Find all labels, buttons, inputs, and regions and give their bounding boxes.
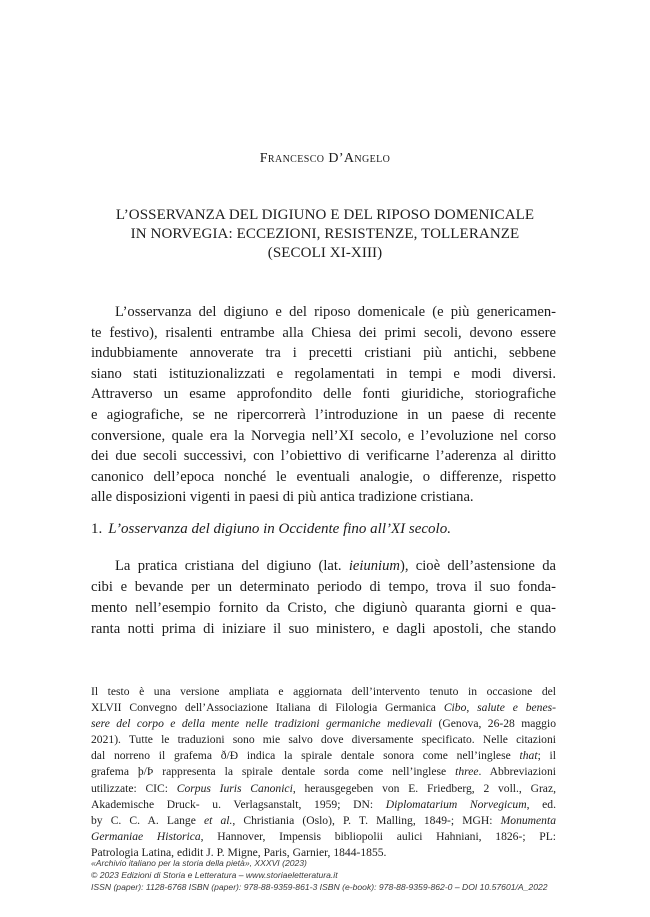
imprint-line: «Archivio italiano per la storia della pietà», XXXVI (2023) xyxy=(91,858,307,868)
example-word: that xyxy=(519,749,538,763)
body-line: ranta notti prima di iniziare il suo ministero, e dagli apostoli, che stando xyxy=(91,621,556,637)
footnote-run: XLVII Convegno dell’Associazione Italiana di Filologia Germanica xyxy=(91,701,444,715)
footnote-line xyxy=(91,781,556,797)
section-number: 1. xyxy=(91,521,103,537)
footnote-run: Akademische Druck- u. Verlagsanstalt, 1959; DN: xyxy=(91,797,386,811)
footnote-line xyxy=(91,797,556,813)
body-line xyxy=(91,556,556,577)
body-line: mento nell’esempio fornito da Cristo, che digiunò quaranta giorni e qua- xyxy=(91,600,556,616)
footnote-line xyxy=(91,700,556,716)
title-line: (SECOLI XI-XIII) xyxy=(267,245,383,261)
footnote-run: by C. C. A. Lange xyxy=(91,813,204,827)
body-text-run: ), cioè dell’astensione da xyxy=(399,558,556,574)
journal-imprint xyxy=(91,857,561,893)
article-abstract xyxy=(91,302,556,508)
title-line: IN NORVEGIA: ECCEZIONI, RESISTENZE, TOLLERANZE xyxy=(130,226,520,242)
footnote-line xyxy=(91,748,556,764)
abstract-line: dei due secoli successivi, con l’obiettivo di verificarne l’aderenza al diritto xyxy=(91,448,556,465)
footnote xyxy=(91,684,556,861)
source-title: Corpus Iuris Canonici xyxy=(176,781,293,795)
footnote-line: Patrologia Latina, edidit J. P. Migne, Paris, Garnier, 1844-1855. xyxy=(91,845,387,859)
footnote-run: , Hannover, Impensis bibliopolii aulici Hahniani, 1826-; PL: xyxy=(200,829,556,843)
footnote-line xyxy=(91,813,556,829)
body-paragraph xyxy=(91,556,556,640)
latin-term: ieiunium xyxy=(348,558,400,574)
abstract-line: canonico dell’epoca nonché le eventuali analogie, o differenze, rispetto xyxy=(91,468,556,485)
footnote-run: ; il xyxy=(537,749,557,763)
footnote-run: , Christiania (Oslo), P. T. Malling, 1849-; MGH: xyxy=(232,813,501,827)
footnote-run: (Genova, 26-28 maggio xyxy=(432,717,556,731)
article-author: Francesco D’Angelo xyxy=(259,151,391,166)
footnote-line xyxy=(91,716,556,732)
abstract-line: conversione, quale era la Norvegia nell’XI secolo, e l’evoluzione nel corso xyxy=(91,427,556,444)
et-al: et al. xyxy=(203,813,233,827)
footnote-run: grafema þ/Þ rappresenta la spirale dentale sorda come nell’inglese xyxy=(91,765,456,779)
abstract-line: L’osservanza del digiuno e del riposo domenicale (e più genericamen- xyxy=(115,304,556,320)
footnote-line: Il testo è una versione ampliata e aggiornata dell’intervento tenuto in occasione del xyxy=(91,685,556,698)
example-word: three xyxy=(455,765,479,779)
abstract-line: e agiografiche, se ne ripercorrerà l’introduzione in un paese di recente xyxy=(91,406,556,423)
source-title: Germaniae Historica xyxy=(91,829,201,843)
title-line: L’OSSERVANZA DEL DIGIUNO E DEL RIPOSO DOMENICALE xyxy=(115,207,535,223)
conference-title: Cibo, salute e benes- xyxy=(443,701,556,715)
footnote-line: 2021). Tutte le traduzioni sono mie salvo dove diversamente specificato. Nelle citazioni xyxy=(91,733,556,747)
body-line: cibi e bevande per un determinato periodo di tempo, trova il suo fonda- xyxy=(91,579,556,595)
footnote-run: dal norreno il grafema ð/Ð indica la spirale dentale sonora come nell’inglese xyxy=(91,749,520,763)
section-heading xyxy=(91,521,451,538)
abstract-line: Attraverso un esame approfondito delle fonti giuridiche, storiografiche xyxy=(91,386,556,403)
footnote-run: , herausgegeben von E. Friedberg, 2 voll., Graz, xyxy=(292,781,556,795)
imprint-line: © 2023 Edizioni di Storia e Letteratura – www.storiaeletteratura.it xyxy=(91,870,338,880)
section-title: L’osservanza del digiuno in Occidente fino all’XI secolo. xyxy=(108,521,451,537)
source-title: Monumenta xyxy=(500,813,556,827)
abstract-line: te festivo), risalenti entrambe alla Chiesa dei primi secoli, devono essere xyxy=(91,324,556,341)
footnote-run: utilizzate: CIC: xyxy=(91,781,177,795)
abstract-line: indubbiamente annoverate tra i precetti cristiani più antichi, sebbene xyxy=(91,345,556,362)
abstract-line: alle disposizioni vigenti in paesi di più antica tradizione cristiana. xyxy=(91,489,474,506)
imprint-line: ISSN (paper): 1128-6768 ISBN (paper): 978-88-9359-861-3 ISBN (e-book): 978-88-9359-862-0 – DOI 10.57601/A_2022 xyxy=(91,882,548,892)
source-title: Diplomatarium Norvegicum xyxy=(385,797,527,811)
footnote-line xyxy=(91,764,556,780)
abstract-line: siano stati istituzionalizzati e regolamentati in tempi e modi diversi. xyxy=(91,365,556,382)
footnote-line xyxy=(91,829,556,845)
conference-title: sere del corpo e della mente nelle tradizioni germaniche medievali xyxy=(91,717,433,731)
body-text-run: La pratica cristiana del digiuno (lat. xyxy=(115,558,349,574)
article-title xyxy=(90,206,560,263)
footnote-run: , ed. xyxy=(526,797,556,811)
footnote-run: . Abbreviazioni xyxy=(478,765,556,779)
